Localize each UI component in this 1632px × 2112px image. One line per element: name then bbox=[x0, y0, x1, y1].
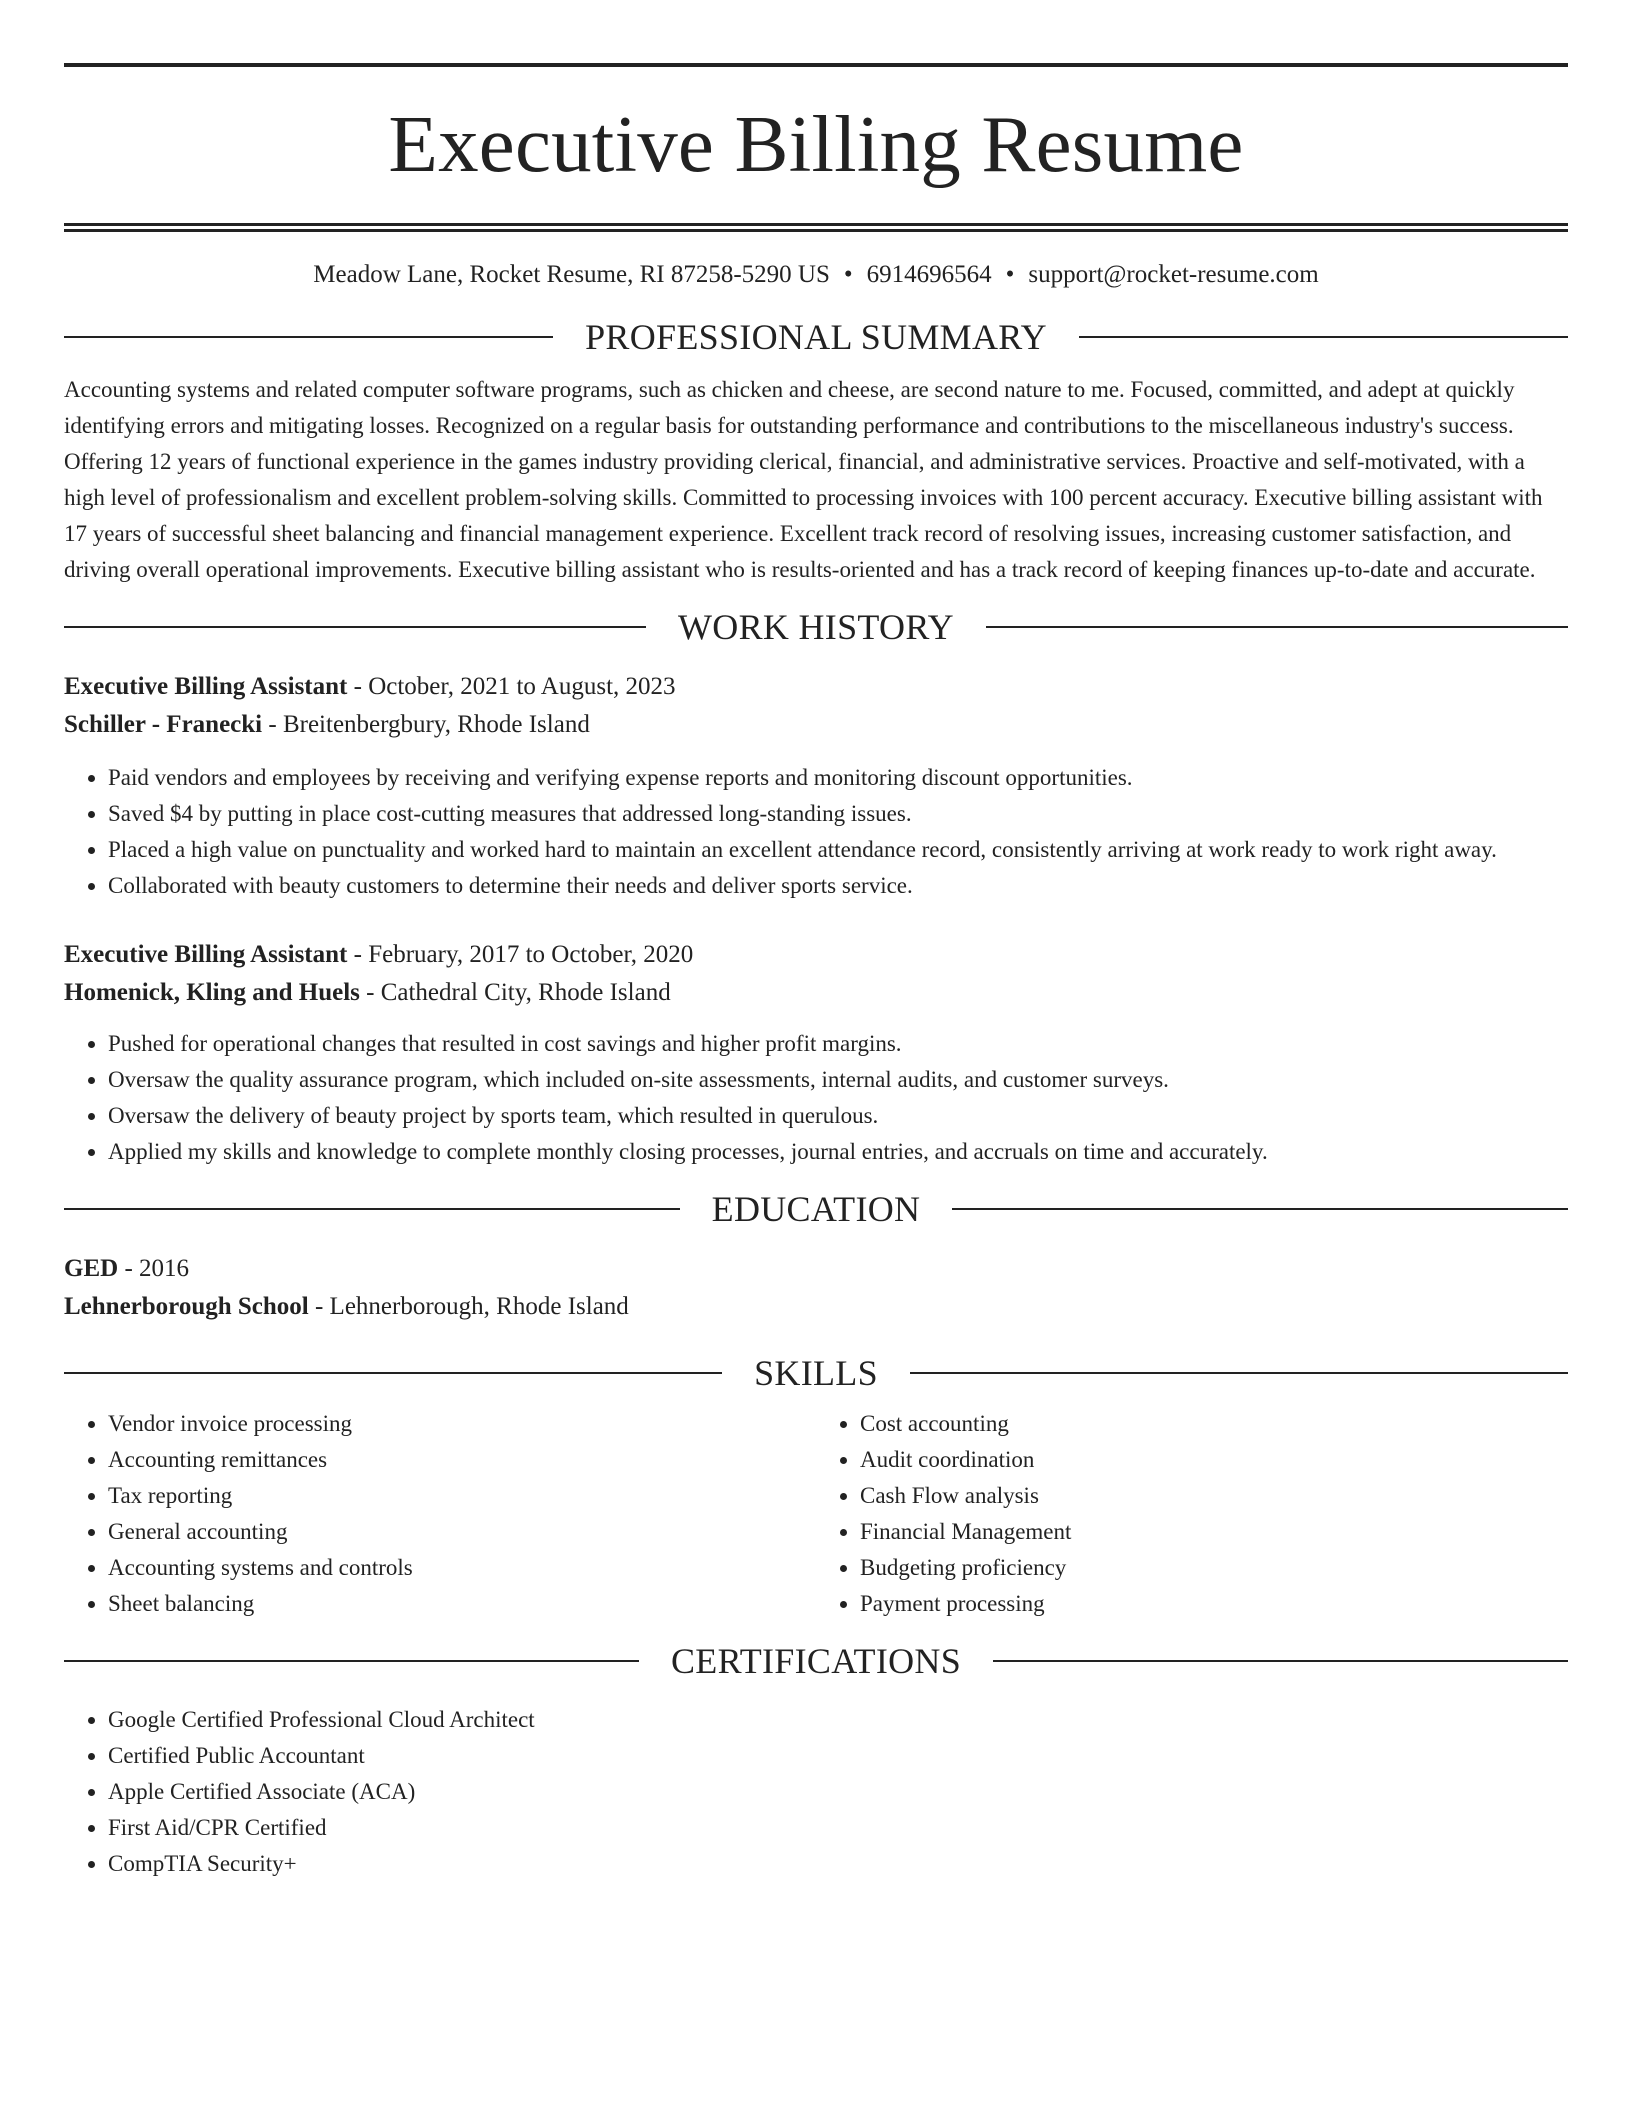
education-entry bbox=[64, 1250, 1568, 1326]
job-company: Schiller - Franecki bbox=[64, 711, 263, 738]
job-location: - Breitenbergbury, Rhode Island bbox=[262, 711, 590, 738]
section-rule bbox=[64, 1372, 722, 1374]
job-company-line bbox=[64, 974, 1568, 1012]
section-title-work: WORK HISTORY bbox=[678, 607, 954, 647]
top-rule bbox=[64, 63, 1568, 67]
job-bullets bbox=[64, 1026, 1568, 1170]
list-item: • Collaborated with beauty customers to determine their needs and deliver sports service. bbox=[108, 868, 1568, 904]
contact-phone: 6914696564 bbox=[866, 261, 992, 288]
list-item: • Paid vendors and employees by receiving and verifying expense reports and monitoring discount opportunities. bbox=[108, 760, 1568, 796]
section-title-certifications: CERTIFICATIONS bbox=[670, 1641, 962, 1681]
job-dates: - October, 2021 to August, 2023 bbox=[347, 673, 676, 700]
summary-text: Accounting systems and related computer software programs, such as chicken and cheese, are second nature to me. Focused, committed, and adept at quickly identifying errors and mitigating losses. Recognized on a regular basis for outstanding performance and contributions to the miscellaneous industry's success. Offering 12 years of functional experience in the games industry providing clerical, financial, and administrative services. Proactive and self-motivated, with a high level of professionalism and excellent problem-solving skills. Committed to processing invoices with 100 percent accuracy. Executive billing assistant with 17 years of successful sheet balancing and financial management experience. Excellent track record of resolving issues, increasing customer satisfaction, and driving overall operational improvements. Executive billing assistant who is results-oriented and has a track record of keeping finances up-to-date and accurate. bbox=[64, 377, 1543, 582]
certifications-list bbox=[64, 1702, 1568, 1882]
skills-list-left bbox=[64, 1406, 816, 1622]
job-title-line bbox=[64, 936, 1568, 974]
section-rule bbox=[64, 1208, 680, 1210]
list-item: • Financial Management bbox=[860, 1514, 1568, 1550]
section-header-education bbox=[64, 1188, 1568, 1230]
list-item: • Applied my skills and knowledge to complete monthly closing processes, journal entries, and accruals on time and accurately. bbox=[108, 1134, 1568, 1170]
contact-email: support@rocket-resume.com bbox=[1028, 261, 1319, 288]
section-rule bbox=[64, 336, 553, 338]
section-header-summary bbox=[64, 316, 1568, 358]
list-item: • Certified Public Accountant bbox=[108, 1738, 1568, 1774]
list-item: • General accounting bbox=[108, 1514, 816, 1550]
job-location: - Cathedral City, Rhode Island bbox=[359, 979, 671, 1006]
education-degree-line bbox=[64, 1250, 1568, 1288]
list-item: • Oversaw the quality assurance program, which included on-site assessments, internal audits, and customer surveys. bbox=[108, 1062, 1568, 1098]
list-item: • Cash Flow analysis bbox=[860, 1478, 1568, 1514]
job-dates: - February, 2017 to October, 2020 bbox=[347, 941, 694, 968]
contact-separator: • bbox=[1005, 261, 1015, 288]
list-item: • Placed a high value on punctuality and worked hard to maintain an excellent attendance record, consistently arriving at work ready to work right away. bbox=[108, 832, 1568, 868]
list-item: • Google Certified Professional Cloud Architect bbox=[108, 1702, 1568, 1738]
section-rule bbox=[993, 1660, 1568, 1662]
section-rule bbox=[952, 1208, 1568, 1210]
section-rule bbox=[986, 626, 1568, 628]
list-item: • Payment processing bbox=[860, 1586, 1568, 1622]
job-title: Executive Billing Assistant bbox=[64, 673, 348, 700]
section-rule bbox=[1079, 336, 1568, 338]
skills-grid bbox=[64, 1406, 1568, 1622]
list-item: • Audit coordination bbox=[860, 1442, 1568, 1478]
list-item: • Vendor invoice processing bbox=[108, 1406, 816, 1442]
job-title: Executive Billing Assistant bbox=[64, 941, 348, 968]
section-title-skills: SKILLS bbox=[754, 1353, 878, 1393]
contact-line bbox=[64, 260, 1568, 290]
job-title-line bbox=[64, 668, 1568, 706]
list-item: • First Aid/CPR Certified bbox=[108, 1810, 1568, 1846]
skills-list-right bbox=[816, 1406, 1568, 1622]
education-school-line bbox=[64, 1288, 1568, 1326]
list-item: • Sheet balancing bbox=[108, 1586, 816, 1622]
list-item: • Accounting systems and controls bbox=[108, 1550, 816, 1586]
section-title-summary: PROFESSIONAL SUMMARY bbox=[585, 317, 1047, 357]
job-entry bbox=[64, 668, 1568, 904]
contact-address: Meadow Lane, Rocket Resume, RI 87258-5290 US bbox=[313, 261, 830, 288]
section-header-skills bbox=[64, 1352, 1568, 1394]
education-year: - 2016 bbox=[118, 1255, 190, 1282]
double-rule bbox=[64, 223, 1568, 232]
education-degree: GED bbox=[64, 1255, 119, 1282]
education-school: Lehnerborough School bbox=[64, 1293, 309, 1320]
job-bullets bbox=[64, 760, 1568, 904]
section-header-certifications bbox=[64, 1640, 1568, 1682]
list-item: • Cost accounting bbox=[860, 1406, 1568, 1442]
section-header-work bbox=[64, 606, 1568, 648]
list-item: • Pushed for operational changes that resulted in cost savings and higher profit margins. bbox=[108, 1026, 1568, 1062]
job-company-line bbox=[64, 706, 1568, 744]
list-item: • Tax reporting bbox=[108, 1478, 816, 1514]
job-company: Homenick, Kling and Huels bbox=[64, 979, 360, 1006]
list-item: • Apple Certified Associate (ACA) bbox=[108, 1774, 1568, 1810]
list-item: • CompTIA Security+ bbox=[108, 1846, 1568, 1882]
section-rule bbox=[910, 1372, 1568, 1374]
education-location: - Lehnerborough, Rhode Island bbox=[308, 1293, 629, 1320]
section-rule bbox=[64, 626, 646, 628]
list-item: • Oversaw the delivery of beauty project by sports team, which resulted in querulous. bbox=[108, 1098, 1568, 1134]
resume-title: Executive Billing Resume bbox=[388, 99, 1244, 189]
list-item: • Budgeting proficiency bbox=[860, 1550, 1568, 1586]
job-entry bbox=[64, 936, 1568, 1170]
section-title-education: EDUCATION bbox=[711, 1189, 921, 1229]
list-item: • Accounting remittances bbox=[108, 1442, 816, 1478]
section-rule bbox=[64, 1660, 639, 1662]
contact-separator: • bbox=[843, 261, 853, 288]
list-item: • Saved $4 by putting in place cost-cutting measures that addressed long-standing issues. bbox=[108, 796, 1568, 832]
